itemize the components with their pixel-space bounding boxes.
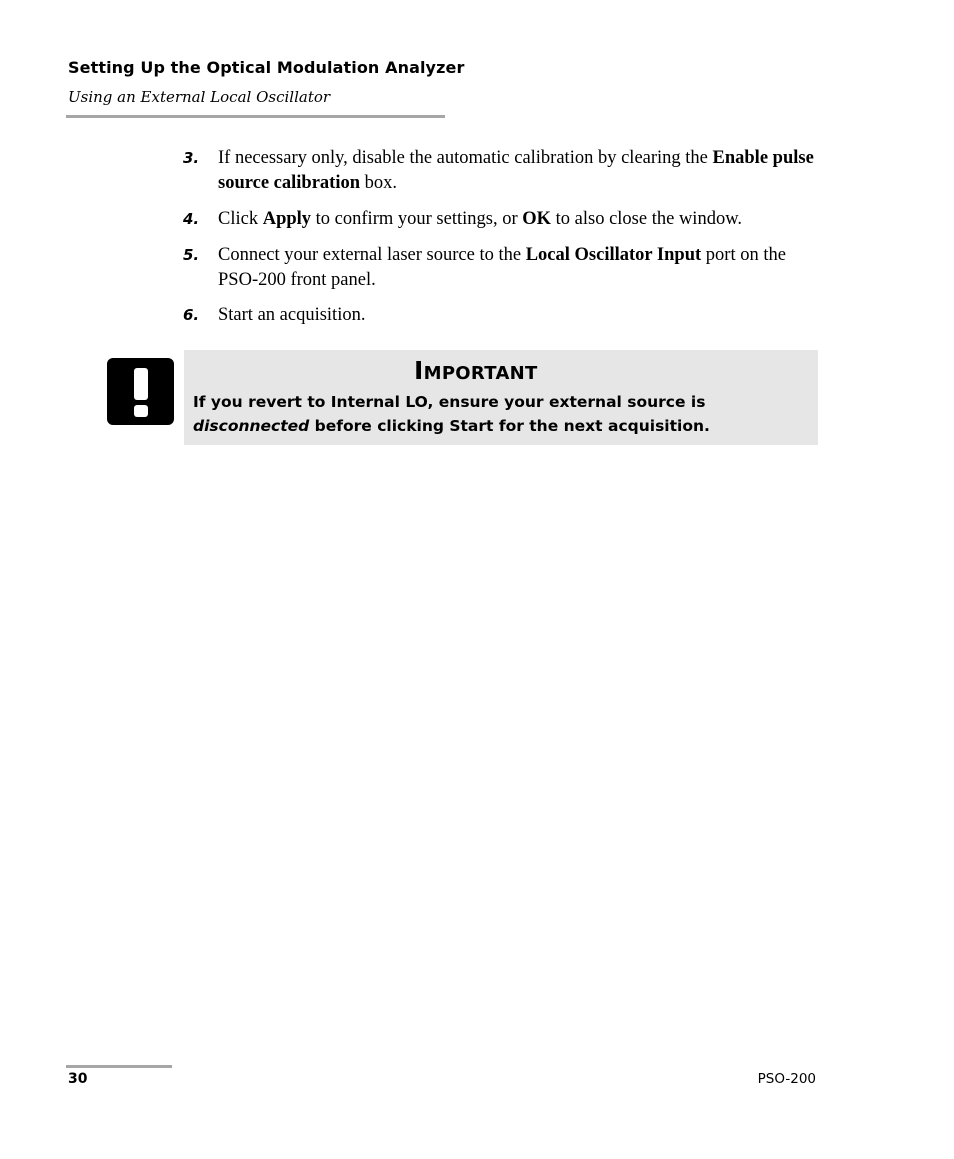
page-number: 30: [68, 1071, 88, 1087]
emphasis-text: disconnected: [193, 417, 310, 435]
section-subtitle: Using an External Local Oscillator: [68, 88, 331, 106]
step-4: [183, 207, 823, 232]
step-5: [183, 243, 823, 293]
ui-label: Enable pulse source calibration: [218, 148, 814, 193]
footer-divider: [66, 1065, 172, 1068]
step-number: 4.: [183, 210, 200, 228]
step-text: Start an acquisition.: [218, 305, 366, 325]
important-heading: Important: [414, 356, 538, 385]
step-number: 3.: [183, 149, 200, 167]
important-body: If you revert to Internal LO, ensure your external source is disconnected before clicking Start for the next acquisition.: [193, 393, 710, 435]
step-6: [183, 303, 823, 328]
important-note: [184, 350, 818, 445]
ui-label: Apply: [262, 209, 312, 229]
step-text: Connect your external laser source to the Local Oscillator Input port on the PSO-200 front panel.: [218, 245, 786, 290]
step-text: Click Apply to confirm your settings, or OK to also close the window.: [218, 209, 742, 229]
step-text: If necessary only, disable the automatic calibration by clearing the Enable pulse source calibration box.: [218, 148, 814, 193]
header-divider: [66, 115, 445, 118]
ui-label: Local Oscillator Input: [525, 245, 702, 265]
step-number: 5.: [183, 246, 200, 264]
step-number: 6.: [183, 306, 200, 324]
ui-label: OK: [522, 209, 552, 229]
exclamation-icon: [107, 358, 174, 425]
product-name: PSO-200: [757, 1071, 816, 1087]
step-3: [183, 146, 823, 196]
section-title: Setting Up the Optical Modulation Analyzer: [68, 58, 465, 77]
